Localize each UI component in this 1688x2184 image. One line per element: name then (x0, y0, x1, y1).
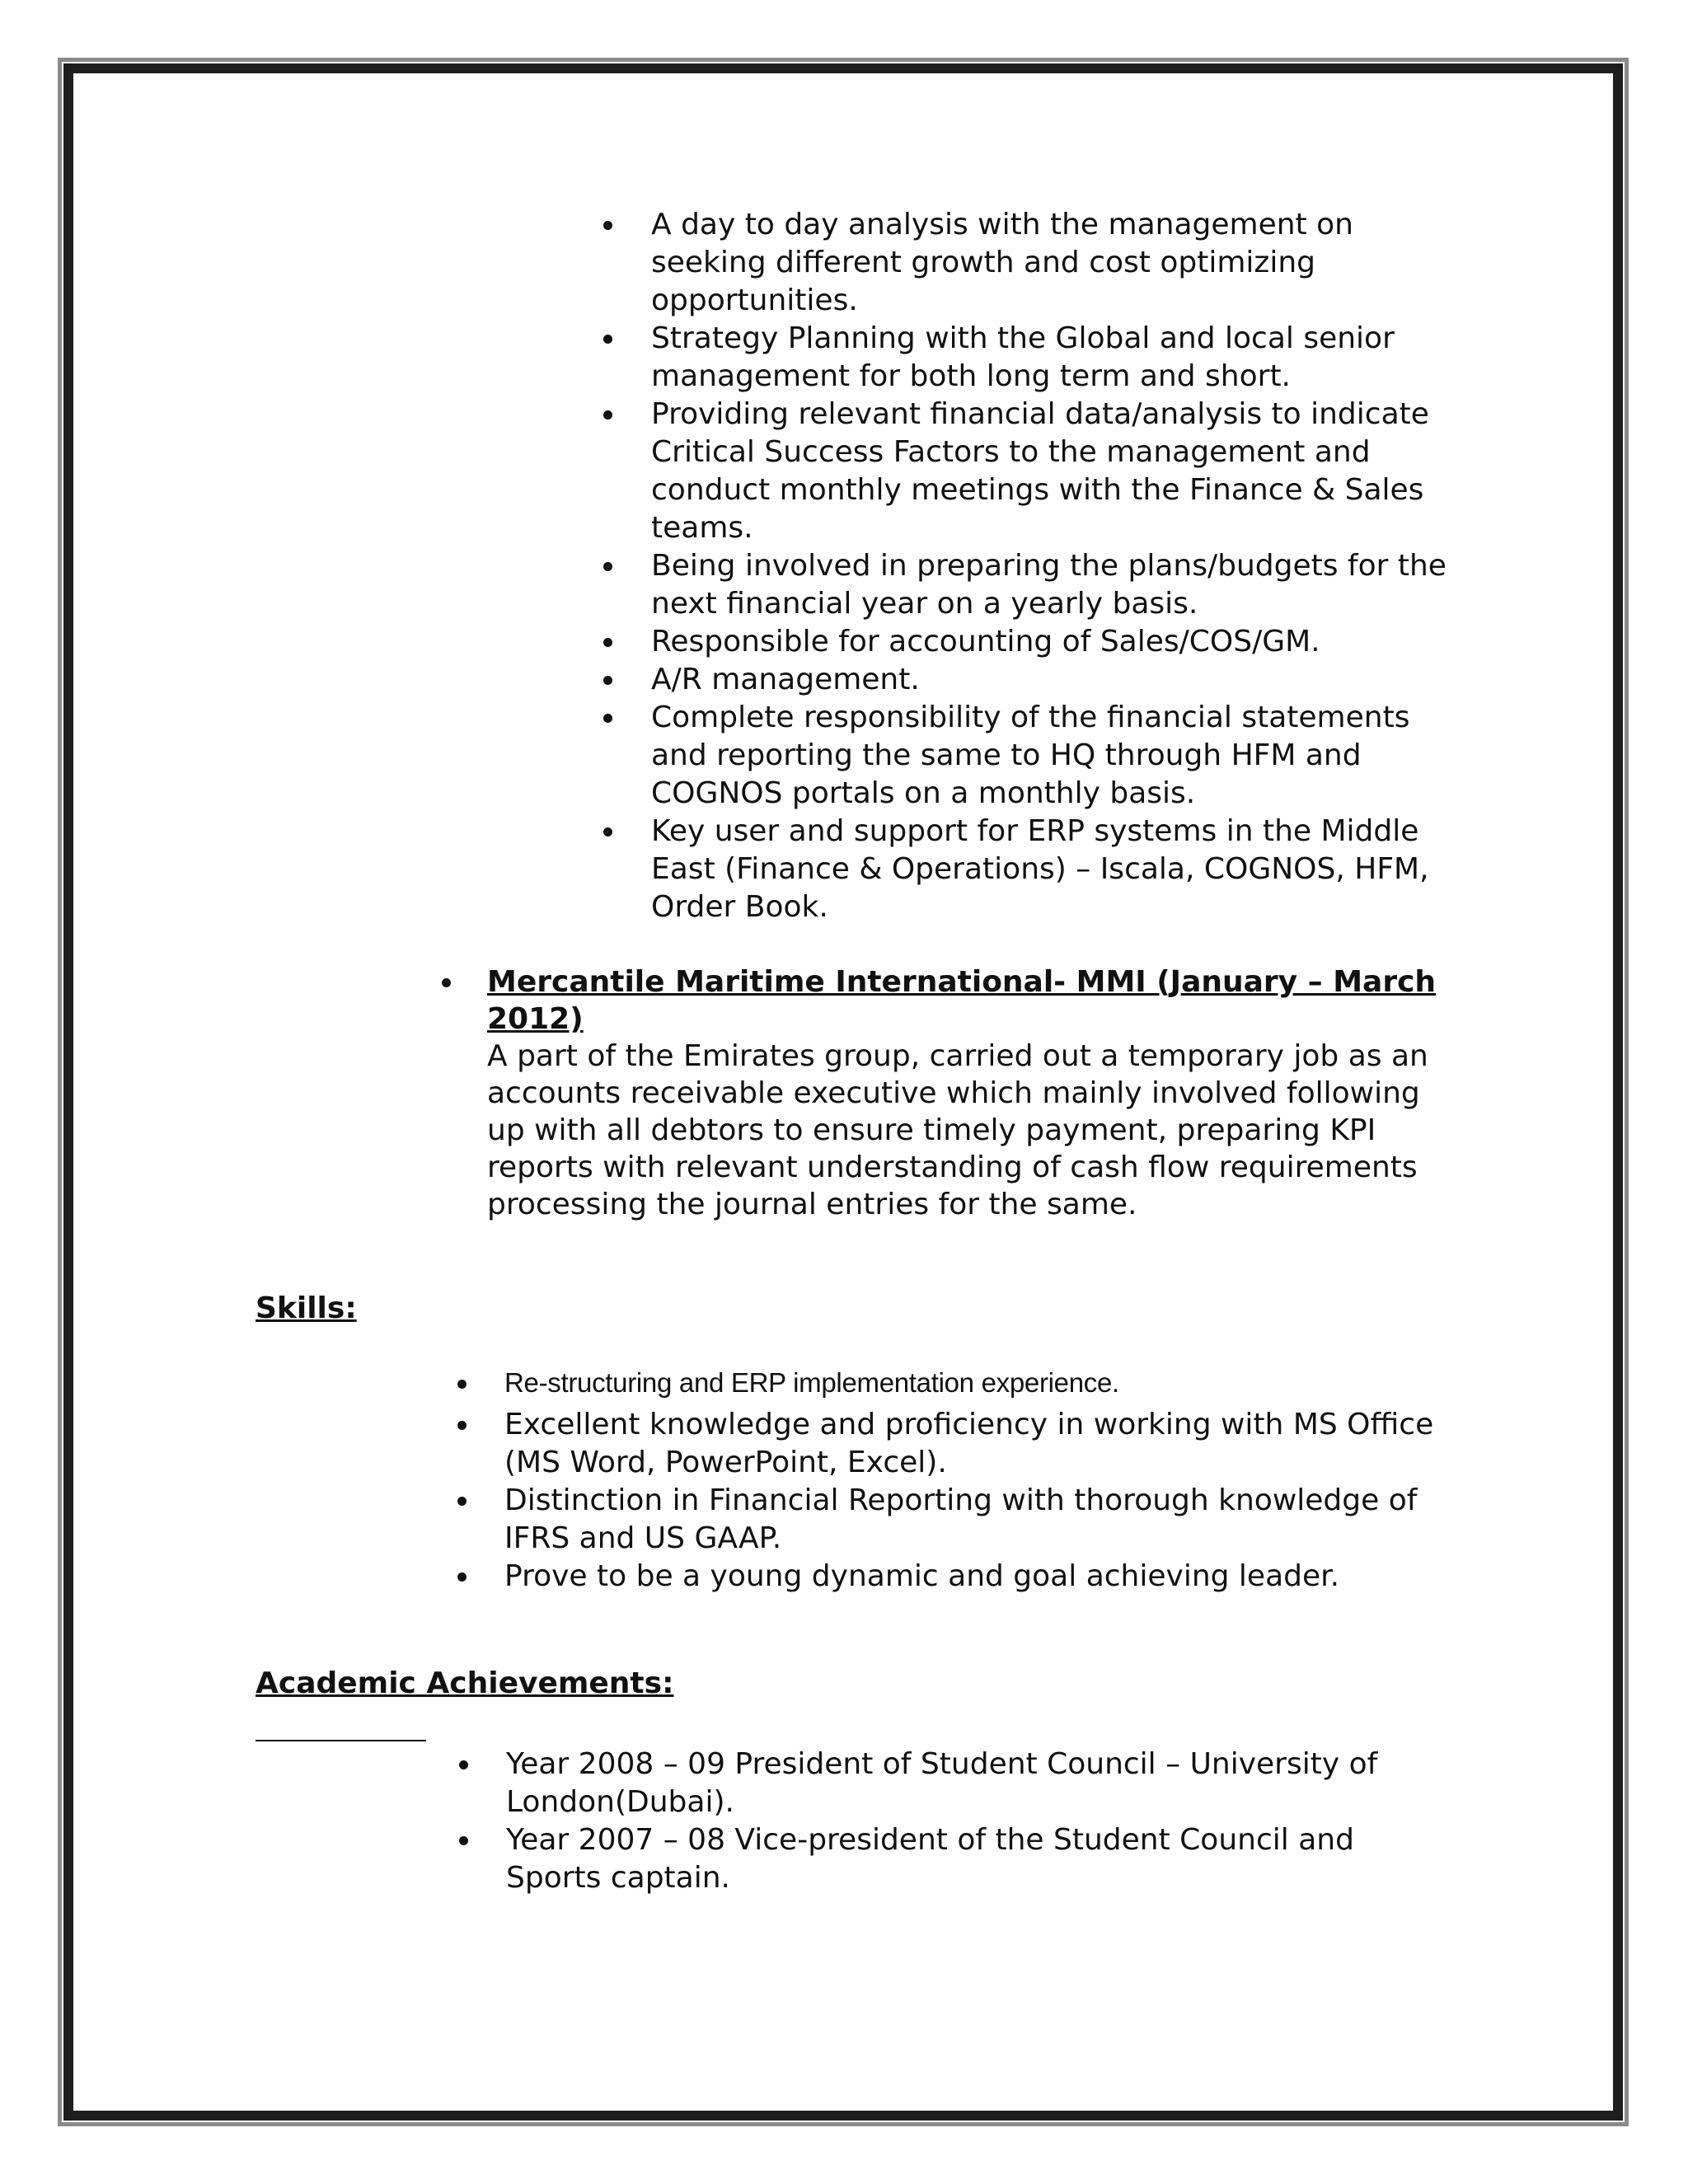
list-item: A/R management. (651, 661, 1459, 699)
list-item: Responsible for accounting of Sales/COS/GM. (651, 623, 1459, 661)
list-item: Prove to be a young dynamic and goal achieving leader. (504, 1558, 1452, 1596)
experience-list (487, 963, 1443, 1223)
list-item: Re-structuring and ERP implementation experience. (504, 1368, 1452, 1398)
experience-description: A part of the Emirates group, carried out a temporary job as an accounts receivable executive which mainly involved following up with all debtors to ensure timely payment, preparing KPI reports with relevant understanding of cash flow requirements processing the journal entries for the same. (487, 1039, 1428, 1221)
list-item: Year 2008 – 09 President of Student Council – University of London(Dubai). (506, 1746, 1454, 1821)
academic-heading: Academic Achievements: (256, 1666, 674, 1700)
list-item: Distinction in Financial Reporting with thorough knowledge of IFRS and US GAAP. (504, 1482, 1452, 1558)
list-item: Excellent knowledge and proficiency in working with MS Office (MS Word, PowerPoint, Excel). (504, 1406, 1452, 1482)
list-item: A day to day analysis with the management on seeking different growth and cost optimizing opportunities. (651, 206, 1459, 320)
experience-entry (487, 963, 1443, 1223)
list-item: Being involved in preparing the plans/budgets for the next financial year on a yearly basis. (651, 547, 1459, 623)
list-item: Key user and support for ERP systems in the Middle East (Finance & Operations) – Iscala, COGNOS, HFM, Order Book. (651, 813, 1459, 926)
skills-heading: Skills: (256, 1291, 357, 1325)
skills-list (504, 1368, 1452, 1596)
list-item: Year 2007 – 08 Vice-president of the Student Council and Sports captain. (506, 1821, 1454, 1897)
heading-underline-rule (256, 1740, 426, 1741)
list-item: Complete responsibility of the financial statements and reporting the same to HQ through HFM and COGNOS portals on a monthly basis. (651, 699, 1459, 813)
list-item: Providing relevant financial data/analysis to indicate Critical Success Factors to the management and conduct monthly meetings with the Finance & Sales teams. (651, 396, 1459, 547)
list-item: Strategy Planning with the Global and local senior management for both long term and short. (651, 320, 1459, 396)
academic-list (506, 1746, 1454, 1897)
responsibilities-list (651, 206, 1459, 926)
experience-title: Mercantile Maritime International- MMI (January – March 2012) (487, 965, 1437, 1036)
